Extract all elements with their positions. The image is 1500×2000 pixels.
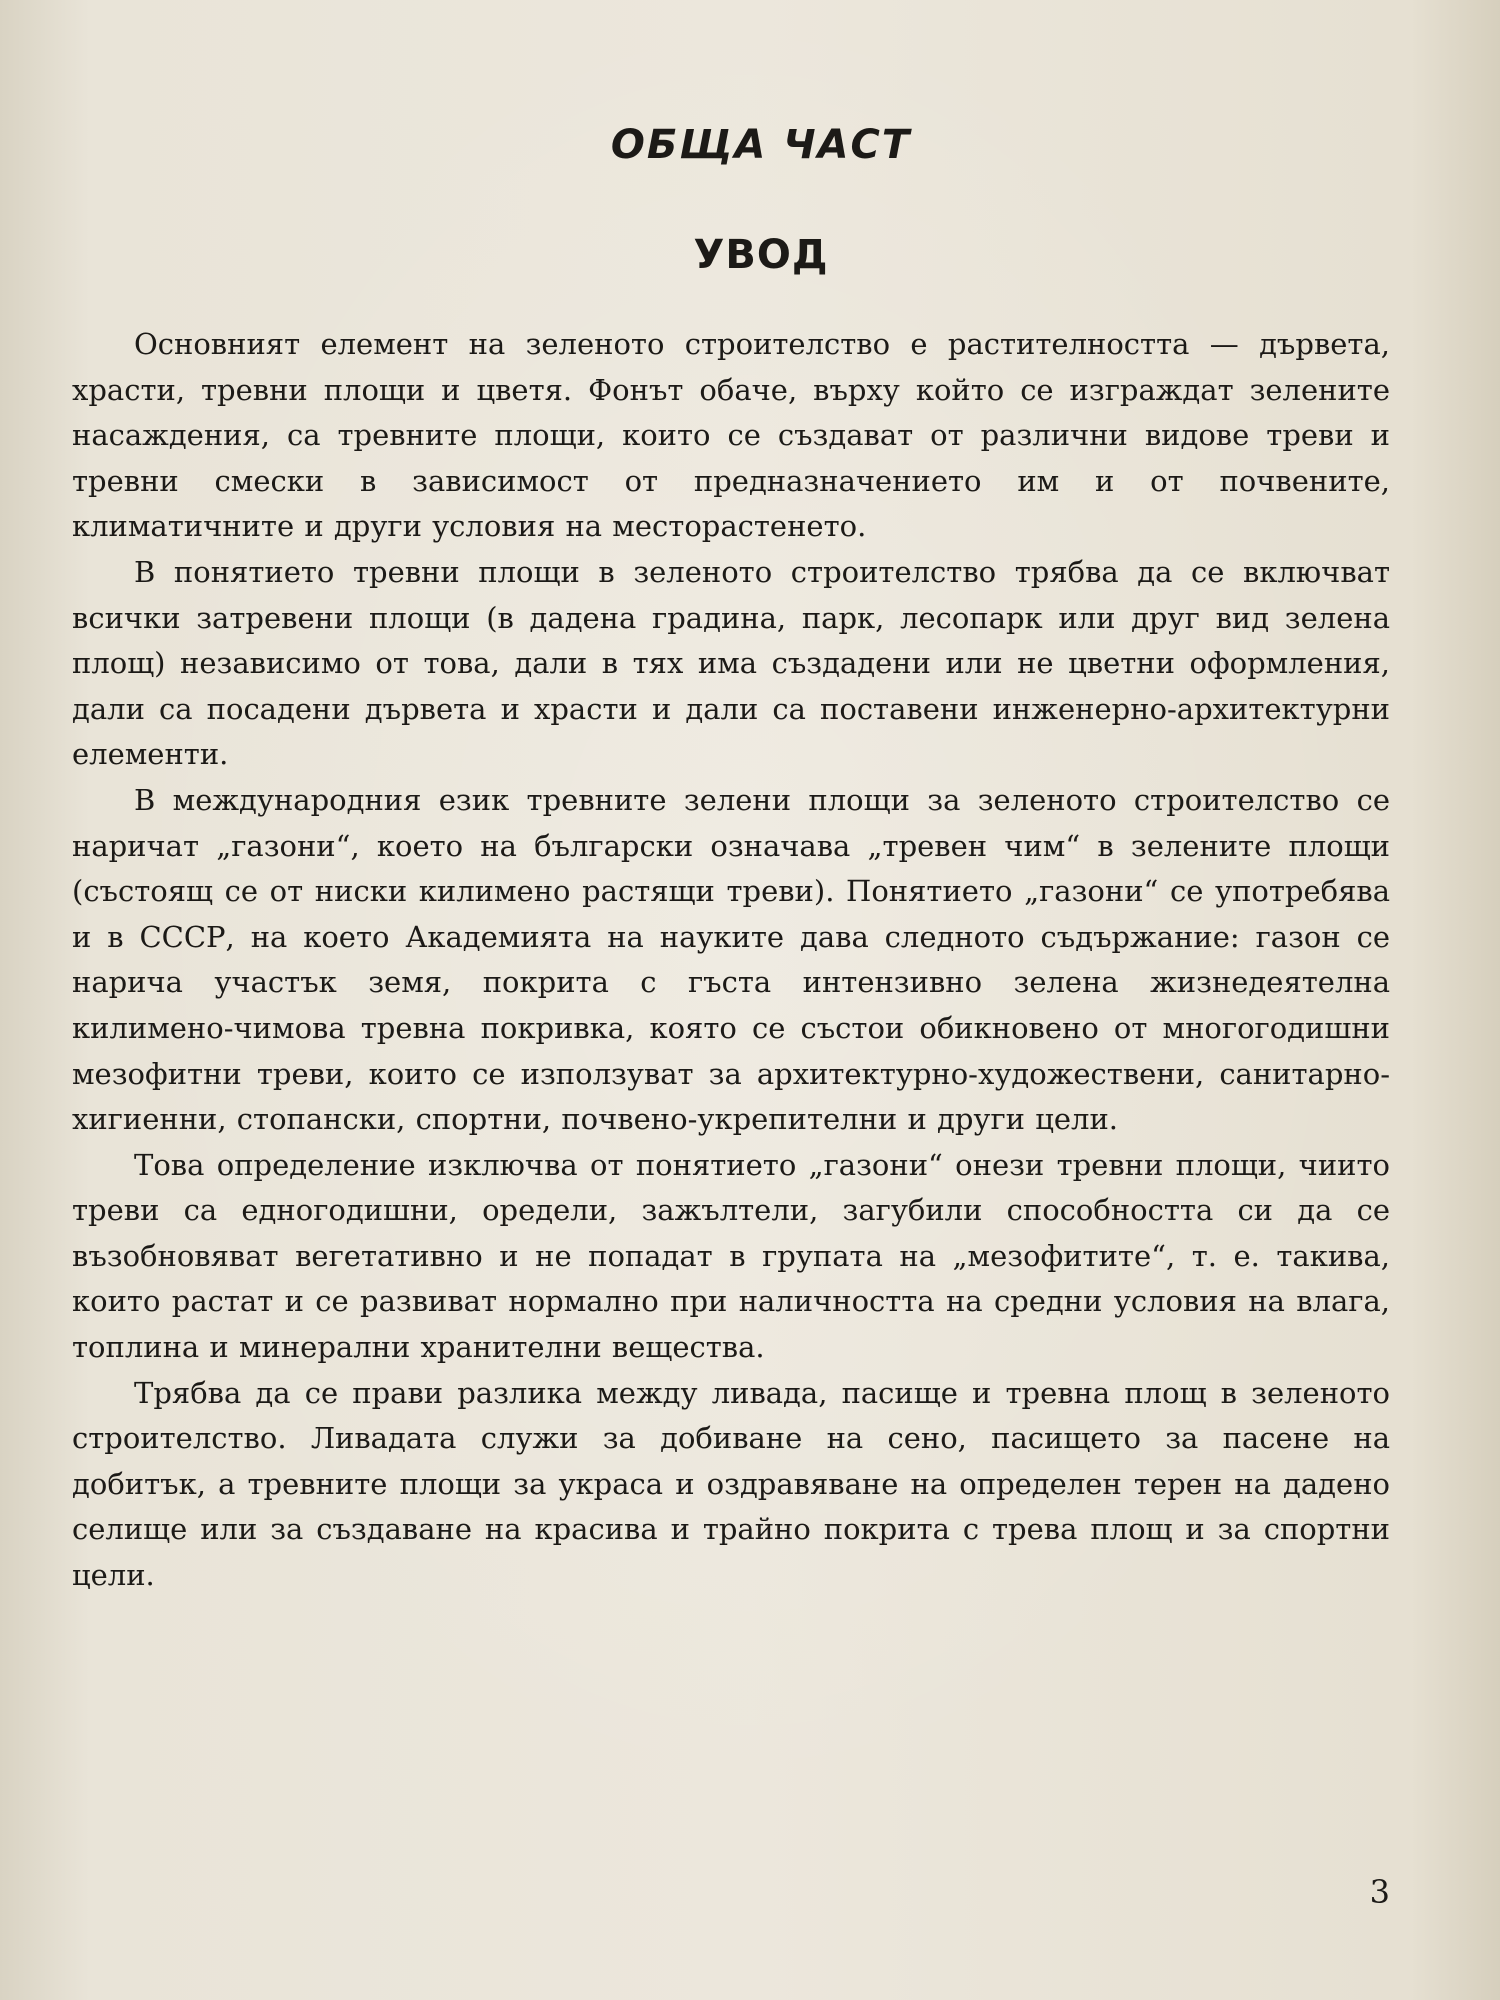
- paragraph: Това определение изключва от понятието „газони“ онези тревни площи, чиито треви са едногодишни, оредели, зажълтели, загубили способността си да се възобновяват вегетативно и не попадат в групата на „мезофитите“, т. е. такива, които растат и се развиват нормално при наличността на средни условия на влага, топлина и минерални хранителни вещества.: [72, 1147, 1390, 1365]
- chapter-title: УВОД: [693, 232, 829, 278]
- page-number: 3: [1369, 1873, 1390, 1911]
- paragraph: Трябва да се прави разлика между ливада, пасище и тревна площ в зеленото строителство. Ливадата служи за добиване на сено, пасището за пасене на добитък, а тревните площи за украса и оздравяване на определен терен на дадено селище или за създаване на красива и трайно покрита с трева площ и за спортни цели.: [72, 1375, 1390, 1593]
- paragraph: В понятието тревни площи в зеленото строителство трябва да се включват всички затревени площи (в дадена градина, парк, лесопарк или друг вид зелена площ) независимо от това, дали в тях има създадени или не цветни оформления, дали са посадени дървета и храсти и дали са поставени инженерно-архитектурни елементи.: [72, 554, 1390, 772]
- body-text: [72, 322, 1390, 1599]
- paragraph: В международния език тревните зелени площи за зеленото строителство се наричат „газони“, което на български означава „тревен чим“ в зелените площи (състоящ се от ниски килимено растящи треви). Понятието „газони“ се употребява и в СССР, на което Академията на науките дава следното съдържание: газон се нарича участък земя, покрита с гъста интензивно зелена жизнедеятелна килимено-чимова тревна покривка, която се състои обикновено от многогодишни мезофитни треви, които се използуват за архитектурно-художествени, санитарно-хигиенни, стопански, спортни, почвено-укрепителни и други цели.: [72, 782, 1390, 1137]
- paragraph: Основният елемент на зеленото строителство е растителността — дървета, храсти, тревни площи и цветя. Фонът обаче, върху който се изграждат зелените насаждения, са тревните площи, които се създават от различни видове треви и тревни смески в зависимост от предназначението им и от почвените, климатичните и други условия на месторастенето.: [72, 327, 1390, 544]
- section-title: ОБЩА ЧАСТ: [610, 122, 912, 168]
